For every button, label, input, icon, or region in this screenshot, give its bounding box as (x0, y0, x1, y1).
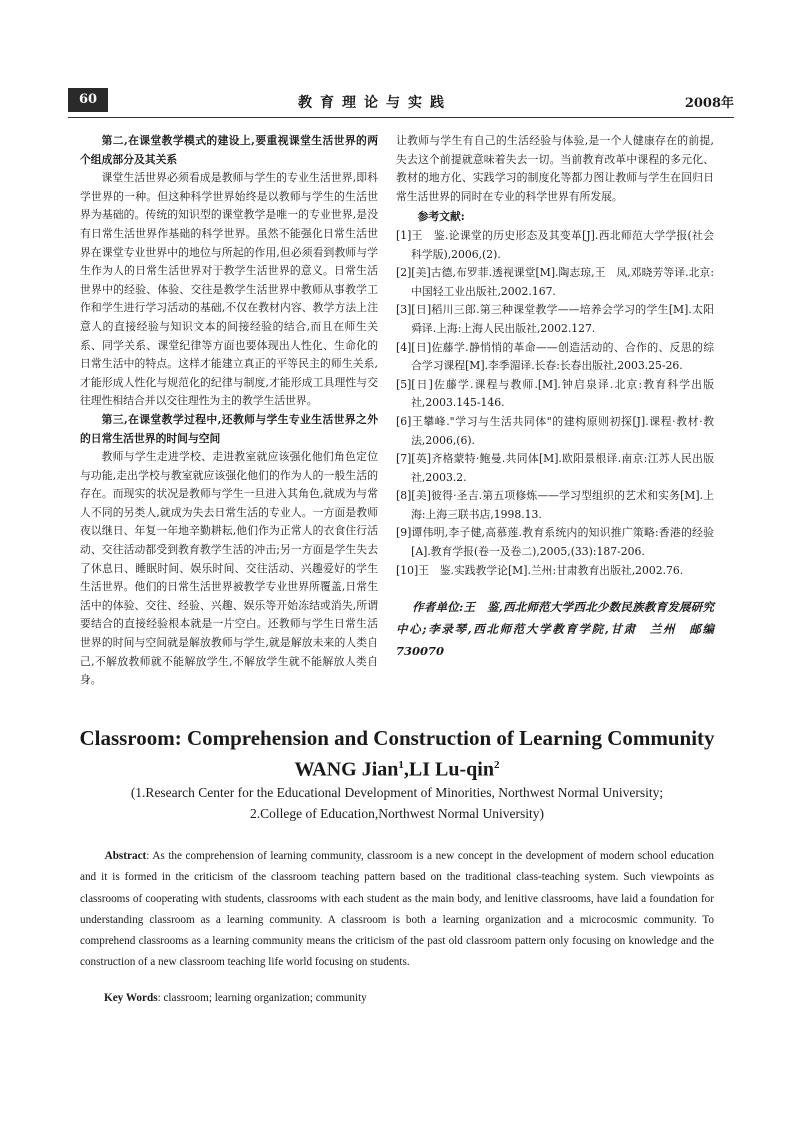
author-affiliation: 作者单位:王 鉴,西北师范大学西北少数民族教育发展研究中心;李录琴,西北师范大学教育学院,甘肃 兰州 邮编 730070 (396, 600, 726, 659)
reference-item: [8][美]彼得·圣吉.第五项修炼——学习型组织的艺术和实务[M].上海:上海三联书店,1998.13. (396, 489, 714, 521)
affiliation-line: 2.College of Education,Northwest Normal University) (250, 806, 544, 821)
section3-heading: 第三,在课堂教学过程中,还教师与学生专业生活世界之外的日常生活世界的时间与空间 (80, 412, 378, 445)
references-list (396, 227, 714, 580)
reference-item: [10]王 鉴.实践教学论[M].兰州:甘肃教育出版社,2002.76. (396, 563, 684, 577)
right-column (396, 132, 726, 662)
author-name: LI Lu-qin (408, 758, 494, 781)
english-authors (40, 752, 754, 783)
abstract-text: : As the comprehension of learning community, classroom is a new concept in the development of modern school education and it is formed in the criticism of the classroom teaching pattern based on the traditional class-teaching system. Such viewpoints as classrooms of cooperating with students, classrooms with each student as the main body, and lenitive classrooms, have laid a foundation for understanding classroom as a learning community. A classroom is both a learning organization and a microcosmic community. To comprehend classrooms as a learning community means the criticism of the past old classroom pattern only focusing on knowledge and the construction of a new classroom teaching life world focusing on students. (80, 850, 714, 969)
english-affiliation (60, 782, 734, 824)
left-column (80, 132, 378, 690)
english-title: Classroom: Comprehension and Construction of Learning Community (79, 726, 715, 750)
header-rule (68, 117, 734, 118)
section2-heading: 第二,在课堂教学模式的建设上,要重视课堂生活世界的两个组成部分及其关系 (80, 134, 378, 166)
page-number: 60 (68, 88, 108, 112)
journal-name: 教育理论与实践 (298, 95, 452, 111)
journal-year: 2008年 (684, 96, 734, 111)
references-title: 参考文献: (417, 210, 465, 224)
page-header (68, 86, 734, 114)
reference-item: [7][英]齐格蒙特·鲍曼.共同体[M].欧阳景根译.南京:江苏人民出版社,2003.2. (396, 452, 714, 484)
body-paragraph: 课堂生活世界必须看成是教师与学生的专业生活世界,即科学世界的一种。但这种科学世界始终是以教师与学生的生活世界为基础的。传统的知识型的课堂教学是唯一的专业世界,是没有日常生活世界作基础的科学世界。虽然不能强化日常生活世界在课堂专业世界中的地位与所起的作用,但必须看到教师与学生作为人的日常生活世界对于教学生活世界的意义。日常生活世界中的经验、体验、交往是教学生活世界中教师从事教学工作和学生进行学习活动的基础,不仅在教材内容、教学方法上注意人的直接经验与知识文本的间接经验的结合,而且在师生关系、同学关系、课堂纪律等方面也要体现出人性化、生命化的日常生活中的特点。这样才能建立真正的平等民主的师生关系,才能形成人性化与规范化的纪律与制度,才能形成工具理性与交往理性相结合并以交往理性为主的教学生活世界。 (80, 171, 378, 408)
reference-item: [9]谭伟明,李子健,高慕莲.教育系统内的知识推广策略:香港的经验[A].教育学报(卷一及卷二),2005,(33):187-206. (396, 526, 714, 559)
english-keywords (104, 988, 714, 1008)
author-name: WANG Jian (294, 758, 399, 781)
reference-item: [3][日]稻川三郎.第三种课堂教学——培养会学习的学生[M].太阳舜译.上海:上海人民出版社,2002.127. (396, 303, 714, 335)
affiliation-line: (1.Research Center for the Educational Development of Minorities, Northwest Normal University; (130, 785, 664, 800)
reference-item: [5][日]佐藤学.课程与教师.[M].钟启泉译.北京:教育科学出版社,2003.145-146. (396, 377, 714, 410)
body-paragraph-continued: 让教师与学生有自己的生活经验与体验,是一个人健康存在的前提,失去这个前提就意味着失去一切。当前教育改革中课程的多元化、教材的地方化、实践学习的制度化等都力图让教师与学生在回归日常生活世界的同时在专业的科学世界有所发展。 (396, 134, 714, 203)
abstract-label: Abstract (104, 850, 147, 862)
body-paragraph: 教师与学生走进学校、走进教室就应该强化他们角色定位与功能,走出学校与教室就应该强化他们的作为人的一般生活的存在。而现实的状况是教师与学生一旦进入其角色,就成为与常人不同的另类人,就成为失去日常生活的专业人。一方面是教师夜以继日、年复一年地辛勤耕耘,他们作为正常人的衣食住行活动、交往活动都受到教育教学生活的冲击;另一方面是学生失去了休息日、睡眠时间、娱乐时间、交往活动、兴趣爱好的学生生活世界。他们的日常生活世界被教学专业世界所覆盖,日常生活中的体验、交往、经验、兴趣、娱乐等开始冻结或消失,所谓要结合的直接经验根本就是一片空白。还教师与学生日常生活世界的时间与空间就是解放教师与学生,就是解放未来的人类自己,不解放教师就不能解放学生,不解放学生就不能解放人类自身。 (80, 450, 378, 687)
reference-item: [4][日]佐藤学.静悄悄的革命——创造活动的、合作的、反思的综合学习课程[M].李季湄译.长春:长春出版社,2003.25-26. (396, 340, 714, 373)
keywords-label: Key Words (104, 992, 158, 1004)
author-separator: , (403, 758, 409, 781)
english-abstract (80, 846, 714, 974)
reference-item: [2][美]古德,布罗菲.透视课堂[M].陶志琼,王 凤,邓晓芳等译.北京:中国轻工业出版社,2002.167. (396, 266, 714, 298)
reference-item: [1]王 鉴.论课堂的历史形态及其变革[J].西北师范大学学报(社会科学版),2006,(2). (396, 228, 714, 261)
reference-item: [6]王攀峰."学习与生活共同体"的建构原则初探[J].课程·教材·教法,2006,(6). (396, 414, 714, 447)
keywords-text: : classroom; learning organization; community (157, 992, 367, 1004)
author-superscript: 2 (493, 759, 500, 771)
author-superscript: 1 (398, 759, 404, 771)
